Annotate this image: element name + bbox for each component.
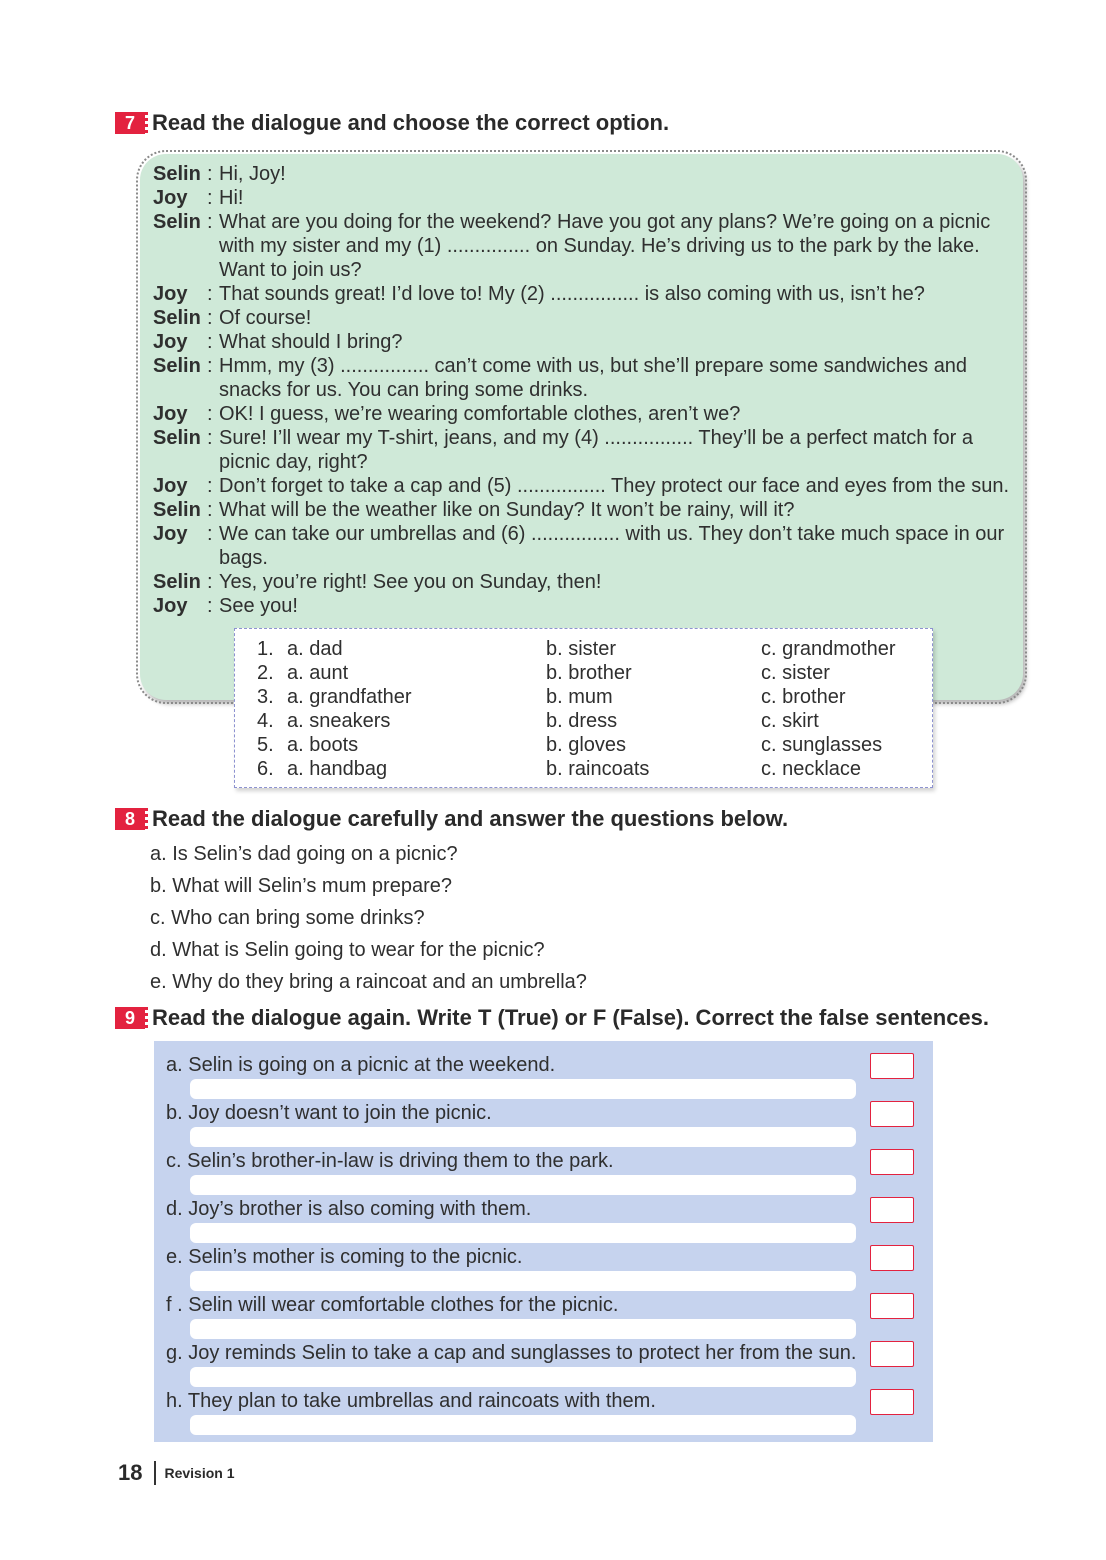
- dialogue-line: Joy : That sounds great! I’d love to! My (2) ................ is also coming with us, isn’t he?: [153, 282, 1023, 306]
- speaker-name: Selin: [153, 427, 201, 449]
- option-row: [235, 733, 932, 757]
- line-text: What are you doing for the weekend? Have you got any plans? We’re going on a picnic with my sister and my (1) ............... on Sunday. He’s driving us to the park by the lake. Want to join us?: [219, 211, 991, 281]
- tf-statement: [154, 1189, 933, 1237]
- line-text: Sure! I’ll wear my T-shirt, jeans, and my (4) ................ They’ll be a perfect match for a picnic day, right?: [219, 427, 973, 473]
- option-row: [235, 709, 932, 733]
- exercise-number-badge: 7: [115, 112, 145, 134]
- option-b[interactable]: b. gloves: [546, 734, 627, 756]
- option-a[interactable]: a. aunt: [287, 662, 349, 684]
- question: b. What will Selin’s mum prepare?: [150, 875, 452, 897]
- option-number: 4.: [257, 710, 274, 732]
- line-text: Don’t forget to take a cap and (5) ................ They protect our face and eyes from the sun.: [219, 475, 1010, 497]
- option-b[interactable]: b. brother: [546, 662, 632, 684]
- option-number: 1.: [257, 638, 274, 660]
- option-c[interactable]: c. brother: [761, 686, 846, 708]
- dialogue-line: Selin : Hi, Joy!: [153, 162, 1023, 186]
- option-b[interactable]: b. sister: [546, 638, 617, 660]
- question: d. What is Selin going to wear for the picnic?: [150, 939, 545, 961]
- statement-text: g. Joy reminds Selin to take a cap and sunglasses to protect her from the sun.: [166, 1342, 857, 1364]
- exercise-title: Read the dialogue again. Write T (True) or F (False). Correct the false sentences.: [152, 1005, 990, 1030]
- question: e. Why do they bring a raincoat and an umbrella?: [150, 971, 587, 993]
- option-b[interactable]: b. raincoats: [546, 758, 650, 780]
- option-c[interactable]: c. skirt: [761, 710, 819, 732]
- true-false-answer-box[interactable]: [870, 1245, 914, 1271]
- options-box: [234, 628, 933, 788]
- line-text: What will be the weather like on Sunday? It won’t be rainy, will it?: [219, 499, 795, 521]
- exercise-8-heading: [115, 806, 788, 832]
- tf-statement: [154, 1381, 933, 1429]
- dialogue-line: Joy : See you!: [153, 594, 1023, 618]
- exercise-7-heading: [115, 110, 669, 136]
- option-number: 6.: [257, 758, 274, 780]
- true-false-answer-box[interactable]: [870, 1341, 914, 1367]
- option-row: [235, 685, 932, 709]
- line-text: What should I bring?: [219, 331, 403, 353]
- line-text: Hi!: [219, 187, 244, 209]
- speaker-name: Joy: [153, 331, 188, 353]
- option-c[interactable]: c. grandmother: [761, 638, 896, 660]
- question-list: [150, 838, 587, 998]
- line-text: OK! I guess, we’re wearing comfortable clothes, aren’t we?: [219, 403, 741, 425]
- tf-statement: [154, 1045, 933, 1093]
- dialogue-line: Selin : Hmm, my (3) ................ can’t come with us, but she’ll prepare some sandwiches and snacks for us. You can bring some drinks.: [153, 354, 1023, 402]
- option-row: [235, 757, 932, 781]
- line-text: We can take our umbrellas and (6) ................ with us. They don’t take much space in our bags.: [219, 523, 1005, 569]
- line-text: Hi, Joy!: [219, 163, 286, 185]
- footer-divider: [154, 1461, 156, 1485]
- tf-statement: [154, 1237, 933, 1285]
- exercise-number-badge: 9: [115, 1007, 145, 1029]
- statement-text: b. Joy doesn’t want to join the picnic.: [166, 1102, 492, 1124]
- line-text: Of course!: [219, 307, 312, 329]
- dialogue: [153, 162, 1023, 618]
- dialogue-line: Selin : What will be the weather like on Sunday? It won’t be rainy, will it?: [153, 498, 1023, 522]
- page-footer: [118, 1460, 235, 1486]
- option-a[interactable]: a. boots: [287, 734, 359, 756]
- dialogue-line: Joy : We can take our umbrellas and (6) ................ with us. They don’t take much space in our bags.: [153, 522, 1023, 570]
- true-false-answer-box[interactable]: [870, 1293, 914, 1319]
- option-number: 3.: [257, 686, 274, 708]
- section-label: Revision 1: [164, 1465, 235, 1481]
- statement-text: a. Selin is going on a picnic at the weekend.: [166, 1054, 556, 1076]
- option-c[interactable]: c. sunglasses: [761, 734, 883, 756]
- dialogue-line: Selin : Yes, you’re right! See you on Sunday, then!: [153, 570, 1023, 594]
- tf-statement: [154, 1333, 933, 1381]
- option-a[interactable]: a. handbag: [287, 758, 388, 780]
- true-false-answer-box[interactable]: [870, 1101, 914, 1127]
- option-b[interactable]: b. mum: [546, 686, 613, 708]
- question: c. Who can bring some drinks?: [150, 907, 425, 929]
- statement-text: e. Selin’s mother is coming to the picnic.: [166, 1246, 523, 1268]
- tf-statement: [154, 1141, 933, 1189]
- option-number: 2.: [257, 662, 274, 684]
- option-b[interactable]: b. dress: [546, 710, 618, 732]
- dialogue-line: Selin : Of course!: [153, 306, 1023, 330]
- dialogue-line: Joy : Hi!: [153, 186, 1023, 210]
- speaker-name: Joy: [153, 523, 188, 545]
- tf-statement: [154, 1285, 933, 1333]
- statement-text: c. Selin’s brother-in-law is driving them to the park.: [166, 1150, 614, 1172]
- dialogue-line: Joy : OK! I guess, we’re wearing comfortable clothes, aren’t we?: [153, 402, 1023, 426]
- speaker-name: Selin: [153, 211, 201, 233]
- speaker-name: Joy: [153, 283, 188, 305]
- speaker-name: Selin: [153, 499, 201, 521]
- exercise-title: Read the dialogue carefully and answer the questions below.: [152, 806, 789, 831]
- speaker-name: Joy: [153, 403, 188, 425]
- option-c[interactable]: c. necklace: [761, 758, 862, 780]
- true-false-panel: [154, 1041, 933, 1442]
- speaker-name: Selin: [153, 355, 201, 377]
- true-false-answer-box[interactable]: [870, 1389, 914, 1415]
- statement-text: d. Joy’s brother is also coming with them.: [166, 1198, 532, 1220]
- true-false-answer-box[interactable]: [870, 1197, 914, 1223]
- page-number: 18: [118, 1460, 143, 1485]
- option-c[interactable]: c. sister: [761, 662, 830, 684]
- true-false-answer-box[interactable]: [870, 1149, 914, 1175]
- dialogue-line: Selin : Sure! I’ll wear my T-shirt, jeans, and my (4) ................ They’ll be a perfect match for a picnic day, right?: [153, 426, 1023, 474]
- true-false-answer-box[interactable]: [870, 1053, 914, 1079]
- correction-answer-field[interactable]: [190, 1415, 856, 1435]
- line-text: See you!: [219, 595, 298, 617]
- speaker-name: Selin: [153, 571, 201, 593]
- line-text: That sounds great! I’d love to! My (2) ................ is also coming with us, isn’t he?: [219, 283, 925, 305]
- option-a[interactable]: a. grandfather: [287, 686, 412, 708]
- line-text: Yes, you’re right! See you on Sunday, then!: [219, 571, 602, 593]
- line-text: Hmm, my (3) ................ can’t come with us, but she’ll prepare some sandwiches and snacks for us. You can bring some drinks.: [219, 355, 968, 401]
- speaker-name: Selin: [153, 307, 201, 329]
- question: a. Is Selin’s dad going on a picnic?: [150, 843, 458, 865]
- option-row: [235, 637, 932, 661]
- dialogue-line: Selin : What are you doing for the weekend? Have you got any plans? We’re going on a picnic with my sister and my (1) ............... on Sunday. He’s driving us to the park by the lake. Want to join us?: [153, 210, 1023, 282]
- speaker-name: Selin: [153, 163, 201, 185]
- exercise-number-badge: 8: [115, 808, 145, 830]
- statement-text: f . Selin will wear comfortable clothes for the picnic.: [166, 1294, 619, 1316]
- exercise-title: Read the dialogue and choose the correct option.: [152, 110, 670, 135]
- speaker-name: Joy: [153, 187, 188, 209]
- option-a[interactable]: a. sneakers: [287, 710, 391, 732]
- statement-text: h. They plan to take umbrellas and raincoats with them.: [166, 1390, 656, 1412]
- option-number: 5.: [257, 734, 274, 756]
- option-a[interactable]: a. dad: [287, 638, 343, 660]
- speaker-name: Joy: [153, 475, 188, 497]
- exercise-9-heading: [115, 1005, 989, 1031]
- option-row: [235, 661, 932, 685]
- tf-statement: [154, 1093, 933, 1141]
- dialogue-line: Joy : What should I bring?: [153, 330, 1023, 354]
- dialogue-line: Joy : Don’t forget to take a cap and (5) ................ They protect our face and eyes from the sun.: [153, 474, 1023, 498]
- speaker-name: Joy: [153, 595, 188, 617]
